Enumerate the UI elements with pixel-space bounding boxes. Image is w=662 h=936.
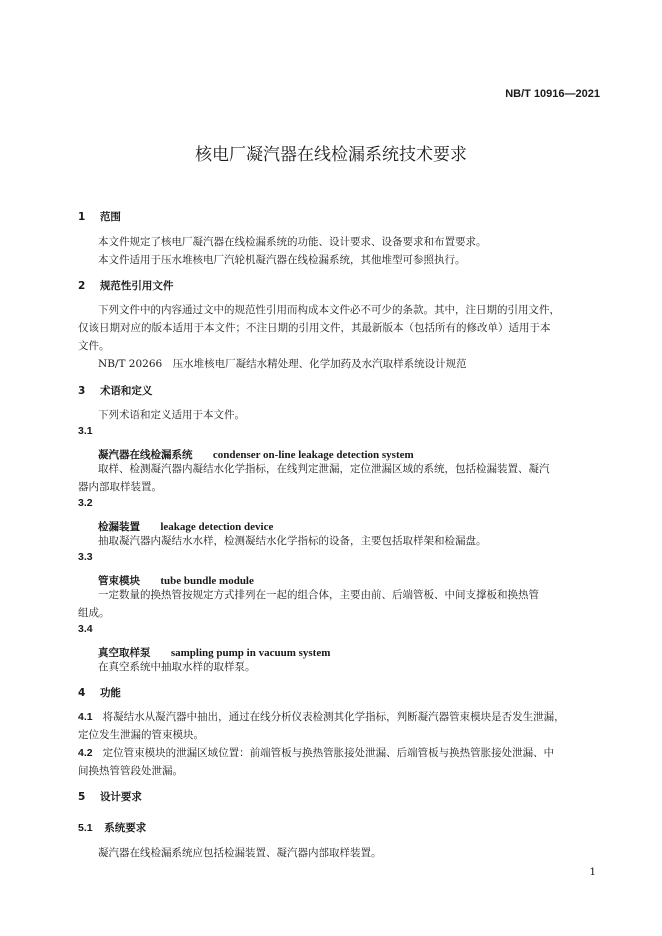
term-definition: 一定数量的换热管按规定方式排列在一起的组合体，主要由前、后端管板、中间支撑板和换热管 [98,589,539,601]
term-chinese: 真空取样泵 [98,647,151,659]
section-number: 5 [78,791,86,803]
term-entry [98,443,414,462]
term-number: 3.3 [78,551,93,563]
section-2-heading [78,278,173,293]
paragraph: 本文件规定了核电厂凝汽器在线检漏系统的功能、设计要求、设备要求和布置要求。 [98,236,487,248]
term-english: sampling pump in vacuum system [170,647,331,659]
clause-number: 4.1 [78,711,93,723]
section-title: 功能 [99,687,121,699]
paragraph: 凝汽器在线检漏系统应包括检漏装置、凝汽器内部取样装置。 [98,847,382,859]
subsection-number: 5.1 [78,822,93,834]
section-number: 4 [78,687,86,699]
term-entry [98,641,330,660]
clause-number: 4.2 [78,747,93,759]
subsection-5-1-heading [78,820,146,835]
term-entry [98,515,273,534]
section-number: 1 [78,211,86,223]
section-number: 3 [78,385,86,397]
paragraph: 下列文件中的内容通过文中的规范性引用而构成本文件必不可少的条款。其中，注日期的引用文件， [98,304,560,316]
section-title: 范围 [99,211,121,223]
term-english: condenser on-line leakage detection system [212,449,414,461]
term-definition: 器内部取样装置。 [78,481,162,493]
clause-text: 定位管束模块的泄漏区域位置：前端管板与换热管胀接处泄漏、后端管板与换热管胀接处泄漏、中 [102,747,555,759]
clause-text: 间换热管管段处泄漏。 [78,765,183,777]
section-1-heading [78,209,121,224]
paragraph: 本文件适用于压水堆核电厂汽轮机凝汽器在线检漏系统，其他堆型可参照执行。 [98,254,466,266]
term-number: 3.1 [78,425,93,437]
term-english: tube bundle module [160,575,254,587]
clause-4-1 [78,709,565,724]
paragraph: 下列术语和定义适用于本文件。 [98,409,245,421]
section-4-heading [78,685,121,700]
section-3-heading [78,383,152,398]
term-chinese: 检漏装置 [98,521,140,533]
paragraph: 文件。 [78,340,110,352]
paragraph: 仅该日期对应的版本适用于本文件；不注日期的引用文件，其最新版本（包括所有的修改单）适用于本 [78,322,551,334]
clause-4-2 [78,745,554,760]
section-number: 2 [78,280,86,292]
term-definition: 取样、检测凝汽器内凝结水化学指标，在线判定泄漏，定位泄漏区域的系统，包括检漏装置、凝汽 [98,463,550,475]
clause-text: 定位发生泄漏的管束模块。 [78,729,204,741]
subsection-title: 系统要求 [104,822,147,834]
clause-text: 将凝结水从凝汽器中抽出，通过在线分析仪表检测其化学指标，判断凝汽器管束模块是否发生泄漏， [102,711,565,723]
term-definition: 在真空系统中抽取水样的取样泵。 [98,661,256,673]
section-title: 设计要求 [99,791,142,803]
term-definition: 组成。 [78,607,110,619]
document-title: 核电厂凝汽器在线检漏系统技术要求 [195,145,467,165]
term-definition: 抽取凝汽器内凝结水水样，检测凝结水化学指标的设备，主要包括取样架和检漏盘。 [98,535,487,547]
term-chinese: 管束模块 [98,575,140,587]
term-number: 3.4 [78,623,93,635]
section-5-heading [78,789,142,804]
term-entry [98,569,254,588]
section-title: 规范性引用文件 [99,280,174,292]
term-chinese: 凝汽器在线检漏系统 [98,449,193,461]
term-english: leakage detection device [160,521,274,533]
normative-reference: NB/T 20266 压水堆核电厂凝结水精处理、化学加药及水汽取样系统设计规范 [98,358,467,370]
section-title: 术语和定义 [99,385,153,397]
standard-number: NB/T 10916—2021 [505,88,600,100]
term-number: 3.2 [78,497,93,509]
page-number: 1 [589,866,596,878]
